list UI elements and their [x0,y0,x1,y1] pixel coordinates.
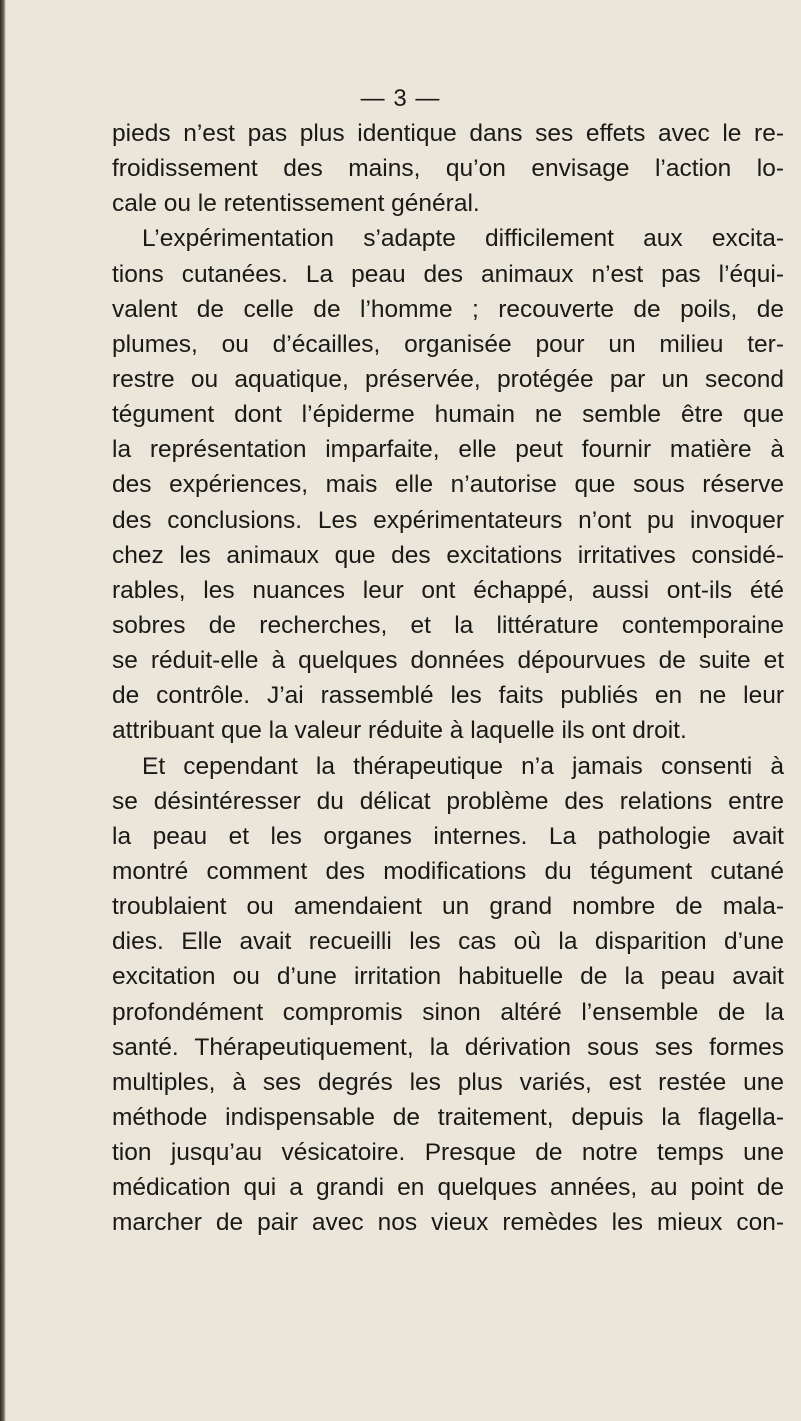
text-line: dies. Elle avait recueilli les cas où la disparition d’une [112,928,784,956]
text-line: attribuant que la valeur réduite à laquelle ils ont droit. [112,717,687,745]
text-line: chez les animaux que des excitations irritatives considé- [112,541,784,569]
text-line: rables, les nuances leur ont échappé, aussi ont-ils été [112,576,784,604]
text-line: profondément compromis sinon altéré l’ensemble de la [112,998,784,1026]
text-line: restre ou aquatique, préservée, protégée par un second [112,365,784,393]
text-line: marcher de pair avec nos vieux remèdes les mieux con- [112,1209,784,1237]
text-line: montré comment des modifications du tégument cutané [112,857,784,885]
text-line: se désintéresser du délicat problème des relations entre [112,787,784,815]
body-text [112,116,784,1241]
text-line: la peau et les organes internes. La pathologie avait [112,822,784,850]
text-line: des conclusions. Les expérimentateurs n’ont pu invoquer [112,506,784,534]
text-line: des expériences, mais elle n’autorise que sous réserve [112,471,784,499]
text-line: tions cutanées. La peau des animaux n’est pas l’équi- [112,260,784,288]
text-line: tégument dont l’épiderme humain ne semble être que [112,401,784,429]
page-number: — 3 — [360,85,441,112]
text-line: tion jusqu’au vésicatoire. Presque de notre temps une [112,1139,784,1167]
text-line: valent de celle de l’homme ; recouverte de poils, de [112,295,784,323]
text-line: multiples, à ses degrés les plus variés, est restée une [112,1068,784,1096]
text-line: cale ou le retentissement général. [112,190,480,218]
text-line: froidissement des mains, qu’on envisage l’action lo- [112,155,784,183]
text-line: excitation ou d’une irritation habituelle de la peau avait [112,963,784,991]
text-line: se réduit-elle à quelques données dépourvues de suite et [112,647,784,675]
text-line: santé. Thérapeutiquement, la dérivation sous ses formes [112,1033,784,1061]
text-line: la représentation imparfaite, elle peut fournir matière à [112,436,784,464]
text-line: Et cependant la thérapeutique n’a jamais consenti à [142,752,784,780]
text-line: de contrôle. J’ai rassemblé les faits publiés en ne leur [112,682,784,710]
text-line: méthode indispensable de traitement, depuis la flagella- [112,1103,784,1131]
text-line: médication qui a grandi en quelques années, au point de [112,1174,784,1202]
text-line: plumes, ou d’écailles, organisée pour un milieu ter- [112,330,784,358]
text-line: troublaient ou amendaient un grand nombre de mala- [112,893,784,921]
text-line: pieds n’est pas plus identique dans ses effets avec le re- [112,120,784,147]
page-binding-edge [0,0,6,1421]
text-line: sobres de recherches, et la littérature contemporaine [112,611,784,639]
text-line: L’expérimentation s’adapte difficilement aux excita- [142,225,784,253]
